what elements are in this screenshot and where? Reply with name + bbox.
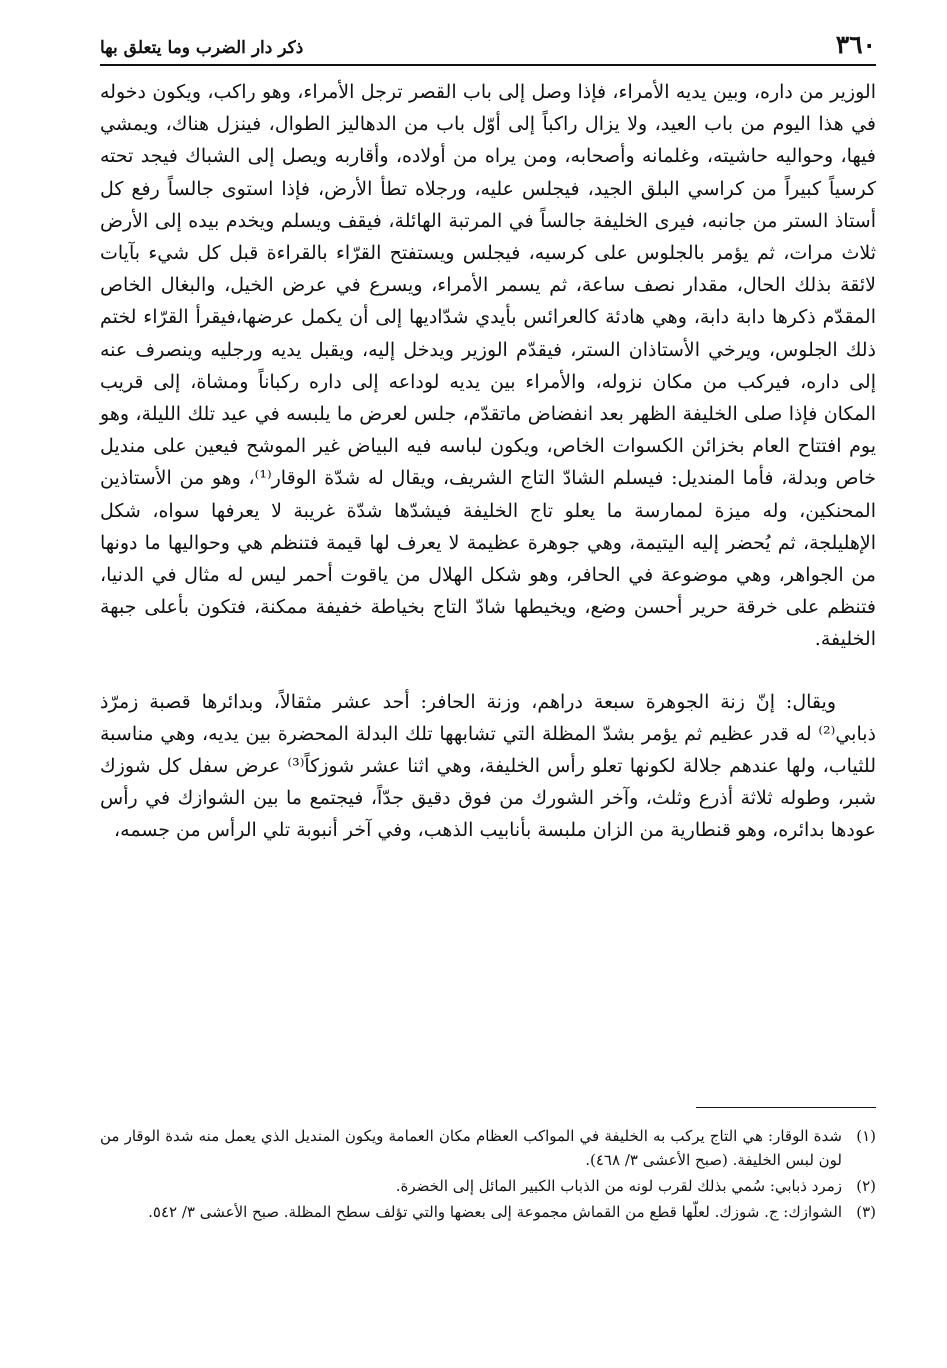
page-header [100, 26, 876, 66]
page-number: ٣٦٠ [835, 30, 876, 59]
running-title: ذكر دار الضرب وما يتعلق بها [100, 38, 304, 58]
footnote-2 [100, 1174, 876, 1198]
main-text [100, 76, 876, 847]
footnote-marker-3: (٣) [856, 1203, 876, 1221]
body-paragraph-2: ويقال: إنّ زنة الجوهرة سبعة دراهم، وزنة الحافر: أحد عشر مثقالاً، وبدائرها قصبة زمرّذ ذبابي⁽²⁾ له قدر عظيم ثم يؤمر بشدّ المظلة التي تشابهها تلك البدلة المحضرة بين يديه، وهي مناسبة للثياب، ولها عندهم جلالة لكونها تعلو رأس الخليفة، وهي اثنا عشر شوزكاً⁽³⁾ عرض سفل كل شوزك شبر، وطوله ثلاثة أذرع وثلث، وآخر الشورك من فوق دقيق جدّاً، فيجتمع ما بين الشوازك في رأس عودها بدائره، وهو قنطارية من الزان ملبسة بأنابيب الذهب، وفي آخر أنبوبة تلي الرأس من جسمه، [100, 690, 877, 842]
footnote-text-2: زمرد ذبابي: سُمي بذلك لقرب لونه من الذباب الكبير المائل إلى الخضرة. [395, 1177, 842, 1195]
footnote-1 [100, 1124, 876, 1172]
footnote-separator [696, 1107, 876, 1108]
footnote-marker-1: (١) [856, 1127, 876, 1145]
footnote-marker-2: (٢) [856, 1177, 876, 1195]
body-paragraph-1: الوزير من داره، وبين يديه الأمراء، فإذا وصل إلى باب القصر ترجل الأمراء، وهو راكب، ويكون دخوله في هذا اليوم من باب العيد، ولا يزال راكباً إلى أوّل باب من الدهاليز الطوال، فينزل هناك، ويمشي فيها، وحواليه حاشيته، وغلمانه وأصحابه، ومن يراه من أولاده، وأقاربه ويصل إلى الشباك فيجد تحته كرسياً كبيراً من كراسي البلق الجيد، فيجلس عليه، ورجلاه تطأ الأرض، فإذا استوى جالساً رفع كل أستاذ الستر من جانبه، فيرى الخليفة جالساً في المرتبة الهائلة، فيقف ويسلم ويخدم بيده إلى الأرض ثلاث مرات، ثم يؤمر بالجلوس على كرسيه، فيجلس ويستفتح القرّاء بالقراءة قبل كل شيء بآيات لائقة بذلك الحال، مقدار نصف ساعة، ثم يسمر الأمراء، ويسرع في عرض الخيل، والبغال الخاص المقدّم ذكرها دابة دابة، وهي هادئة كالعرائس بأيدي شدّاديها إلى أن يكمل عرضها،فيقرأ القرّاء لختم ذلك الجلوس، ويرخي الأستاذان الستر، فيقدّم الوزير ويدخل إليه، ويقبل يديه ورجليه وينصرف عنه إلى داره، فيركب من مكان نزوله، والأمراء بين يديه لوداعه إلى داره ركباناً ومشاة، إلى قريب المكان فإذا صلى الخليفة الظهر بعد انفضاض ماتقدّم، جلس لعرض ما يلبسه في عيد تلك الليلة، وهو يوم افتتاح العام بخزائن الكسوات الخاص، ويكون لباسه فيه البياض غير الموشح فيعين على منديل خاص وبدلة، فأما المنديل: فيسلم الشادّ التاج الشريف، ويقال له شدّة الوقار⁽¹⁾، وهو من الأستاذين المحنكين، وله ميزة لممارسة ما يعلو تاج الخليفة فيشدّها شدّة غريبة لا يعرفها سواه، شكل الإهليلجة، ثم يُحضر إليه اليتيمة، وهي جوهرة عظيمة لا يعرف لها قيمة فتنظم هي وحواليها ما دونها من الجواهر، وهي موضوعة في الحافر، وهو شكل الهلال من ياقوت أحمر ليس له مثال في الدنيا، فتنظم على خرقة حرير أحسن وضع، ويخيطها شادّ التاج بخياطة خفيفة ممكنة، فتكون بأعلى جبهة الخليفة. [100, 81, 877, 651]
footnote-text-1: شدة الوقار: هي التاج يركب به الخليفة في المواكب العظام مكان العمامة ويكون المنديل الذي يعمل منه شدة الوقار من لون لبس الخليفة. (صبح الأعشى ٣/ ٤٦٨). [100, 1127, 842, 1169]
footnote-3 [100, 1200, 876, 1224]
footnotes [100, 1124, 876, 1226]
footnote-text-3: الشوازك: ج. شوزك. لعلّها قطع من القماش مجموعة إلى بعضها والتي تؤلف سطح المظلة. صبح الأعشى ٣/ ٥٤٢. [148, 1203, 842, 1221]
